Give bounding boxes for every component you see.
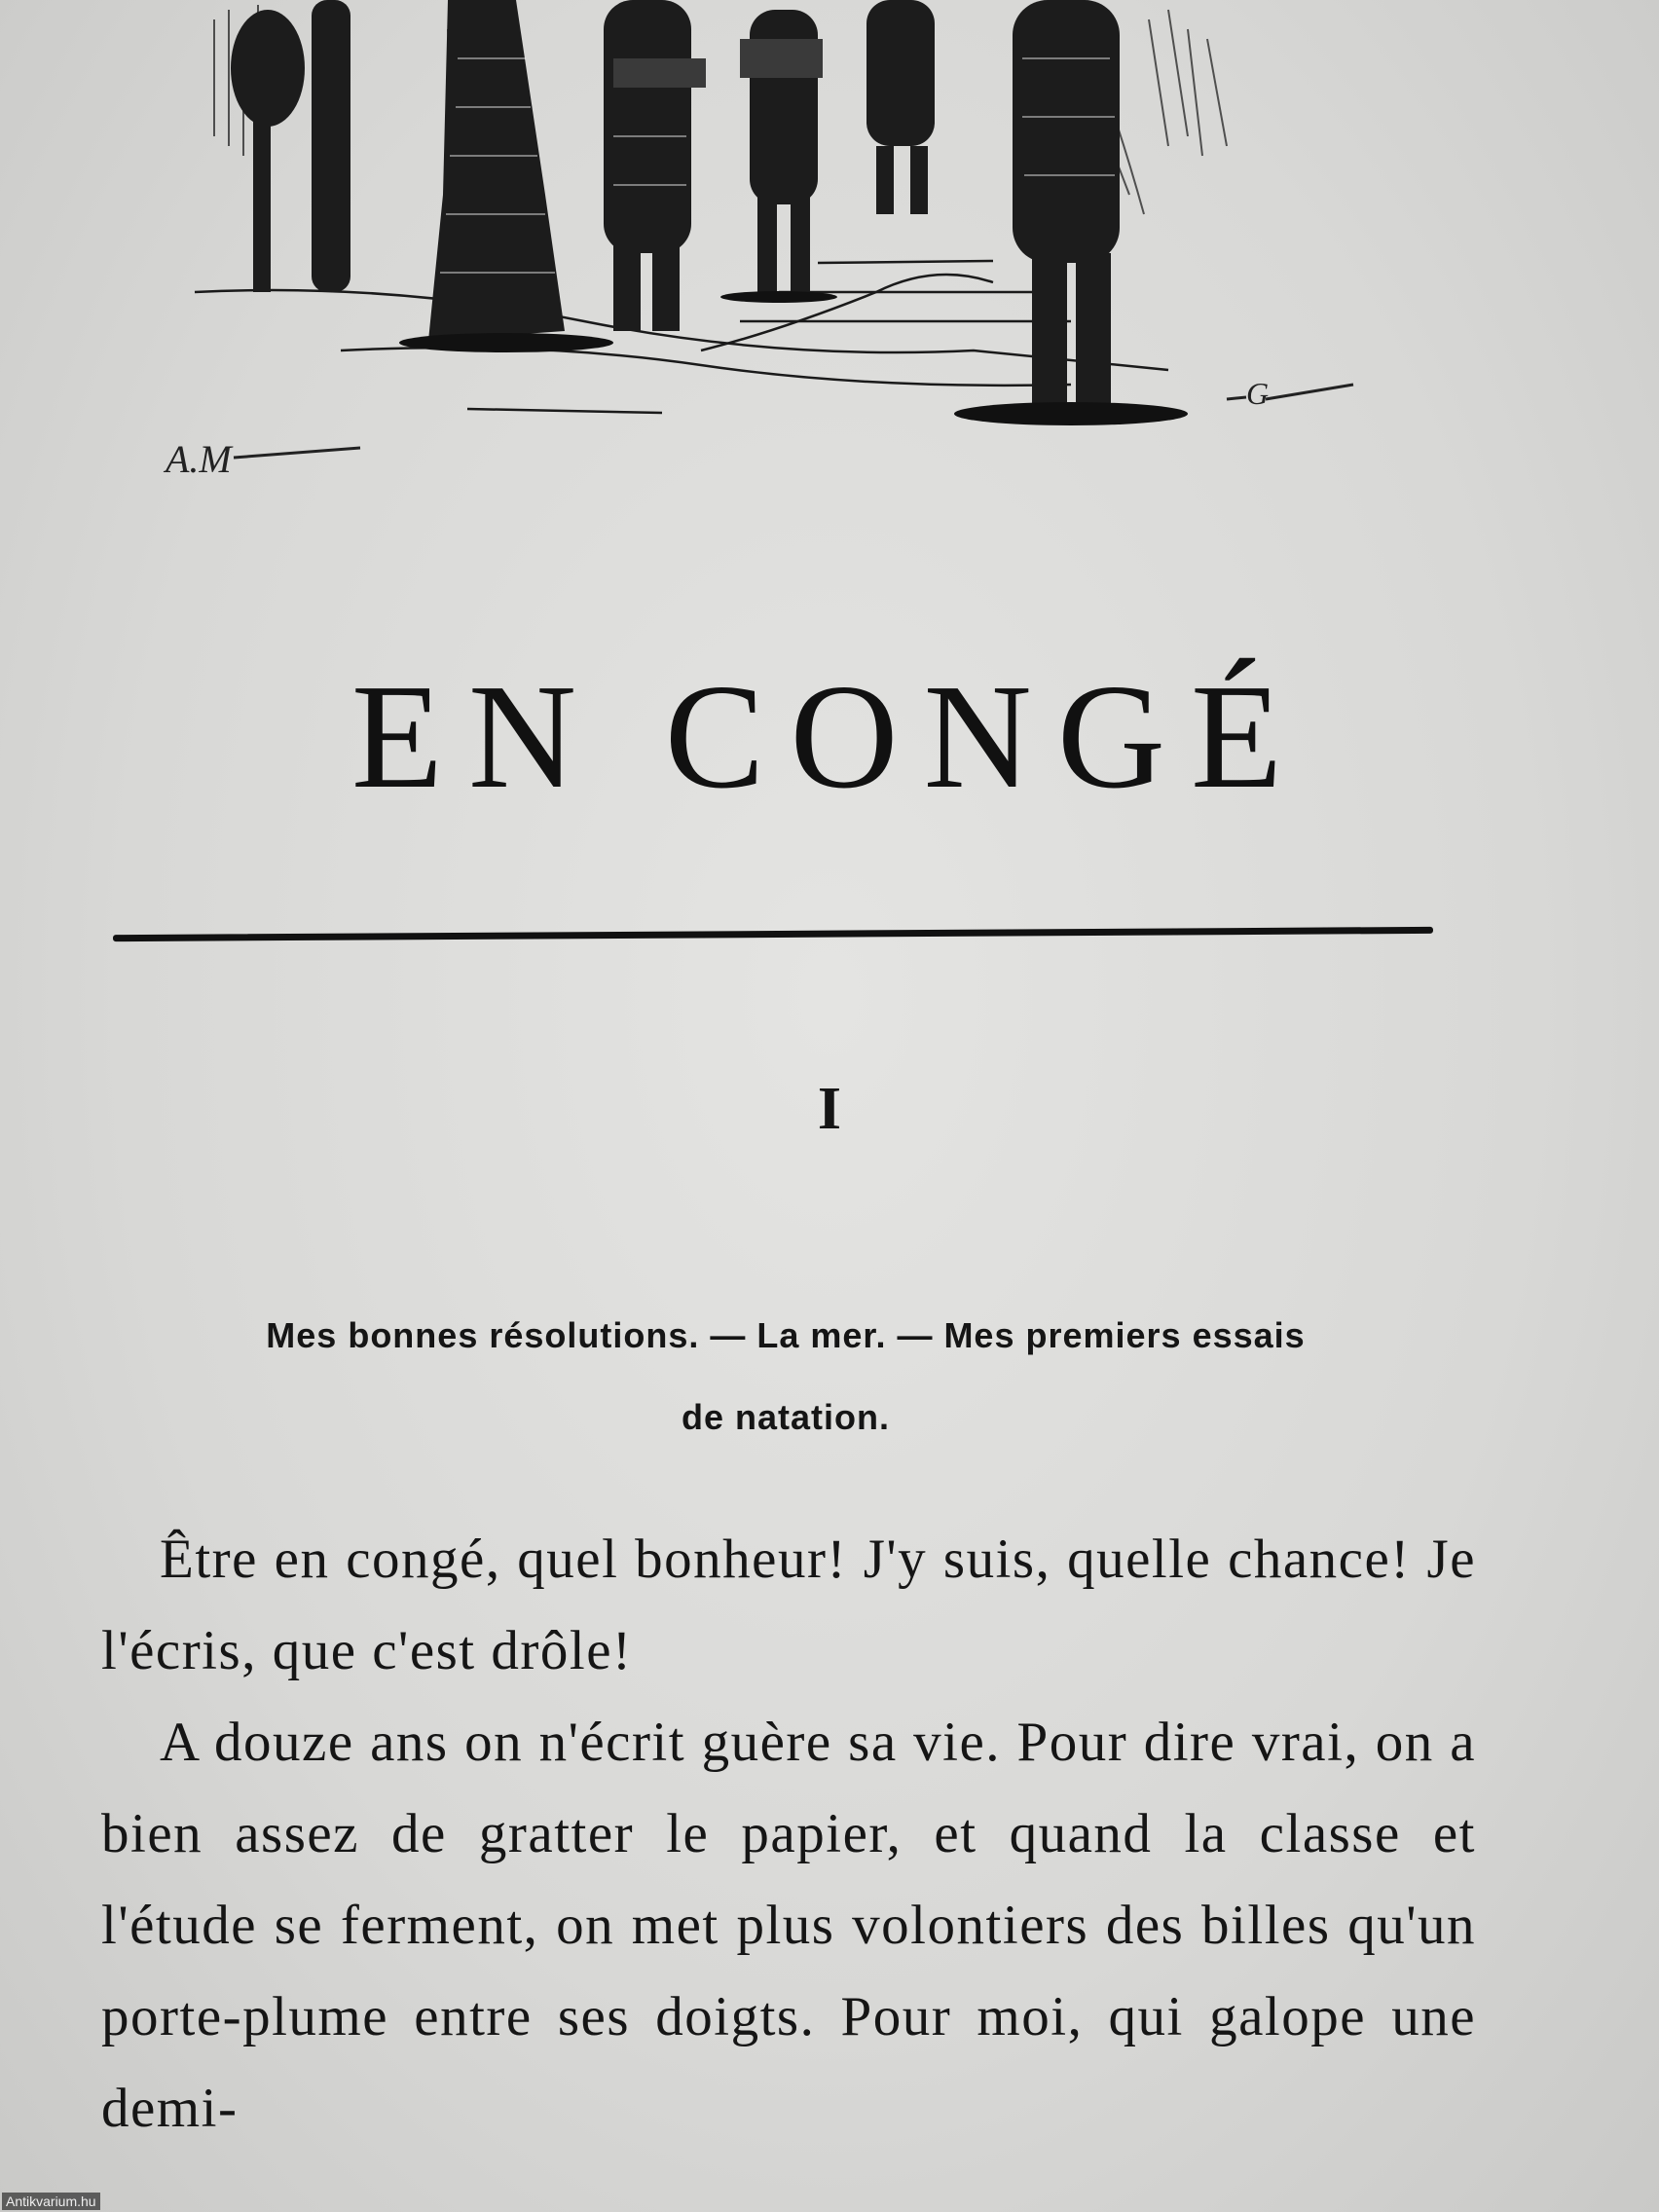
paragraph: Être en congé, quel bonheur! J'y suis, quelle chance! Je l'écris, que c'est drôle! bbox=[101, 1529, 1476, 1681]
body-text bbox=[101, 1514, 1476, 2155]
page-title: EN CONGÉ bbox=[350, 654, 1309, 820]
engraving-illustration bbox=[166, 0, 1363, 481]
artist-signature-left: A.M bbox=[166, 437, 232, 481]
chapter-summary-line-2: de natation. bbox=[681, 1397, 890, 1437]
chapter-summary-line-1: Mes bonnes résolutions. — La mer. — Mes premiers essais bbox=[266, 1315, 1306, 1355]
paragraph: A douze ans on n'écrit guère sa vie. Pour dire vrai, on a bien assez de gratter le papier, et quand la classe et l'étude se ferment, on met plus volontiers des billes qu'un porte-plume entre ses doigts. Pour moi, qui galope une demi- bbox=[101, 1712, 1476, 2139]
watermark: Antikvarium.hu bbox=[2, 2193, 100, 2210]
chapter-summary bbox=[90, 1295, 1482, 1458]
artist-signature-right: G bbox=[1246, 376, 1270, 411]
title-divider bbox=[113, 927, 1433, 941]
chapter-number: I bbox=[817, 1076, 842, 1142]
